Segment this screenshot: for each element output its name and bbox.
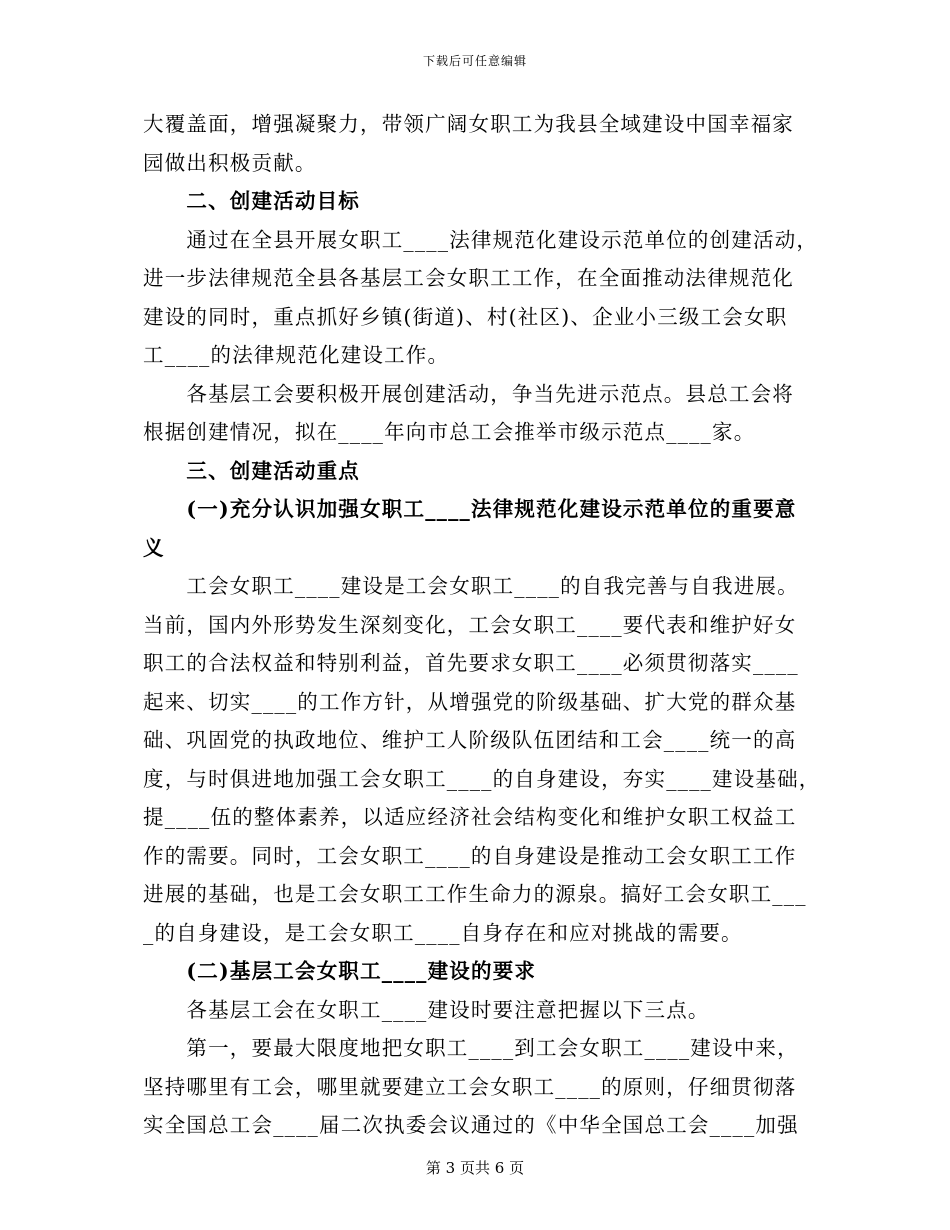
paragraph-line: 职工的合法权益和特别利益，首先要求女职工____必须贯彻落实____: [143, 651, 799, 675]
paragraph-line: 实全国总工会____届二次执委会议通过的《中华全国总工会____加强: [143, 1113, 799, 1137]
paragraph-line: 工会女职工____建设是工会女职工____的自我完善与自我进展。: [143, 574, 799, 598]
paragraph-line: 通过在全县开展女职工____法律规范化建设示范单位的创建活动，: [143, 227, 819, 252]
section-heading-line: (二)基层工会女职工____建设的要求: [143, 959, 537, 983]
paragraph-line: 当前，国内外形势发生深刻变化，工会女职工____要代表和维护好女: [143, 612, 797, 637]
paragraph-line: 大覆盖面，增强凝聚力，带领广阔女职工为我县全域建设中国幸福家: [143, 112, 794, 136]
section-heading-line: 义: [143, 535, 165, 560]
section-heading-line: 二、创建活动目标: [143, 189, 360, 213]
section-heading-line: 三、创建活动重点: [143, 458, 360, 483]
section-heading-line: (一)充分认识加强女职工____法律规范化建设示范单位的重要意: [143, 497, 797, 521]
paragraph-line: 坚持哪里有工会，哪里就要建立工会女职工____的原则，仔细贯彻落: [143, 1074, 797, 1099]
paragraph-line: 各基层工会在女职工____建设时要注意把握以下三点。: [143, 997, 710, 1022]
paragraph-line: 础、巩固党的执政地位、维护工人阶级队伍团结和工会____统一的高: [143, 728, 797, 752]
document-body: [143, 105, 821, 1145]
paragraph-line: 进一步法律规范全县各基层工会女职工工作，在全面推动法律规范化: [143, 266, 794, 290]
page-header: 下载后可任意编辑: [422, 54, 527, 68]
paragraph-line: 园做出积极贡献。: [143, 150, 317, 175]
paragraph-line: 根据创建情况，拟在____年向市总工会推举市级示范点____家。: [143, 420, 756, 444]
paragraph-line: 建设的同时，重点抓好乡镇(街道)、村(社区)、企业小三级工会女职: [143, 304, 788, 329]
paragraph-line: 各基层工会要积极开展创建活动，争当先进示范点。县总工会将: [143, 381, 794, 406]
paragraph-line: _的自身建设，是工会女职工____自身存在和应对挑战的需要。: [143, 920, 743, 945]
paragraph-line: 提____伍的整体素养，以适应经济社会结构变化和维护女职工权益工: [143, 805, 797, 829]
paragraph-line: 第一，要最大限度地把女职工____到工会女职工____建设中来，: [143, 1036, 799, 1060]
paragraph-line: 作的需要。同时，工会女职工____的自身建设是推动工会女职工工作: [143, 843, 797, 868]
page-number-footer: 第 3 页共 6 页: [425, 1159, 525, 1177]
paragraph-line: 度，与时俱进地加强工会女职工____的自身建设，夯实____建设基础，: [143, 766, 821, 791]
paragraph-line: 进展的基础，也是工会女职工工作生命力的源泉。搞好工会女职工___: [143, 882, 807, 906]
paragraph-line: 工____的法律规范化建设工作。: [143, 343, 450, 367]
paragraph-line: 起来、切实____的工作方针，从增强党的阶级基础、扩大党的群众基: [143, 689, 797, 714]
